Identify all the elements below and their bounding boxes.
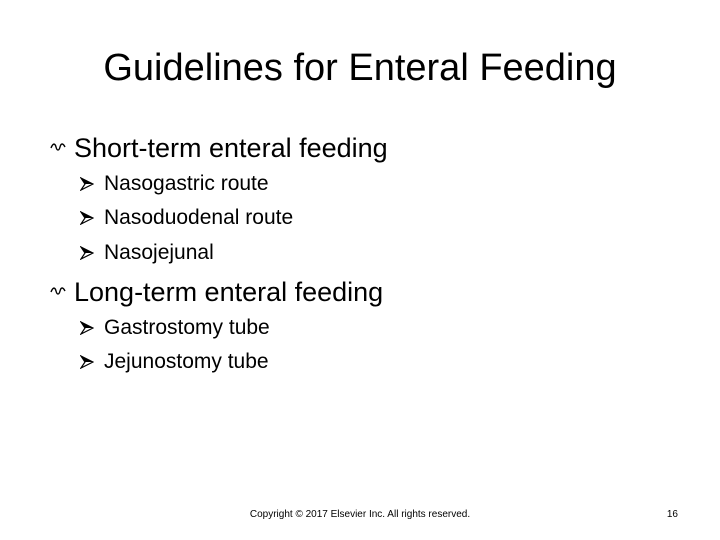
wave-bullet-icon — [48, 275, 68, 309]
arrow-bullet-icon — [80, 205, 98, 231]
arrow-bullet-icon — [80, 315, 98, 341]
list-item-text: Nasogastric route — [104, 172, 269, 195]
arrow-bullet-icon — [80, 240, 98, 266]
list-item-text: Jejunostomy tube — [104, 350, 269, 373]
slide-title: Guidelines for Enteral Feeding — [103, 47, 617, 89]
section-heading-text: Long-term enteral feeding — [74, 277, 384, 307]
page-number: 16 — [666, 509, 678, 520]
footer-copyright: Copyright © 2017 Elsevier Inc. All rights reserved. — [249, 509, 471, 520]
wave-bullet-icon — [48, 131, 68, 165]
list-item-text: Nasojejunal — [104, 241, 214, 264]
arrow-bullet-icon — [80, 349, 98, 375]
arrow-bullet-icon — [80, 171, 98, 197]
list-item-text: Gastrostomy tube — [104, 316, 270, 339]
section-heading-text: Short-term enteral feeding — [74, 133, 388, 163]
list-item-text: Nasoduodenal route — [104, 206, 294, 229]
